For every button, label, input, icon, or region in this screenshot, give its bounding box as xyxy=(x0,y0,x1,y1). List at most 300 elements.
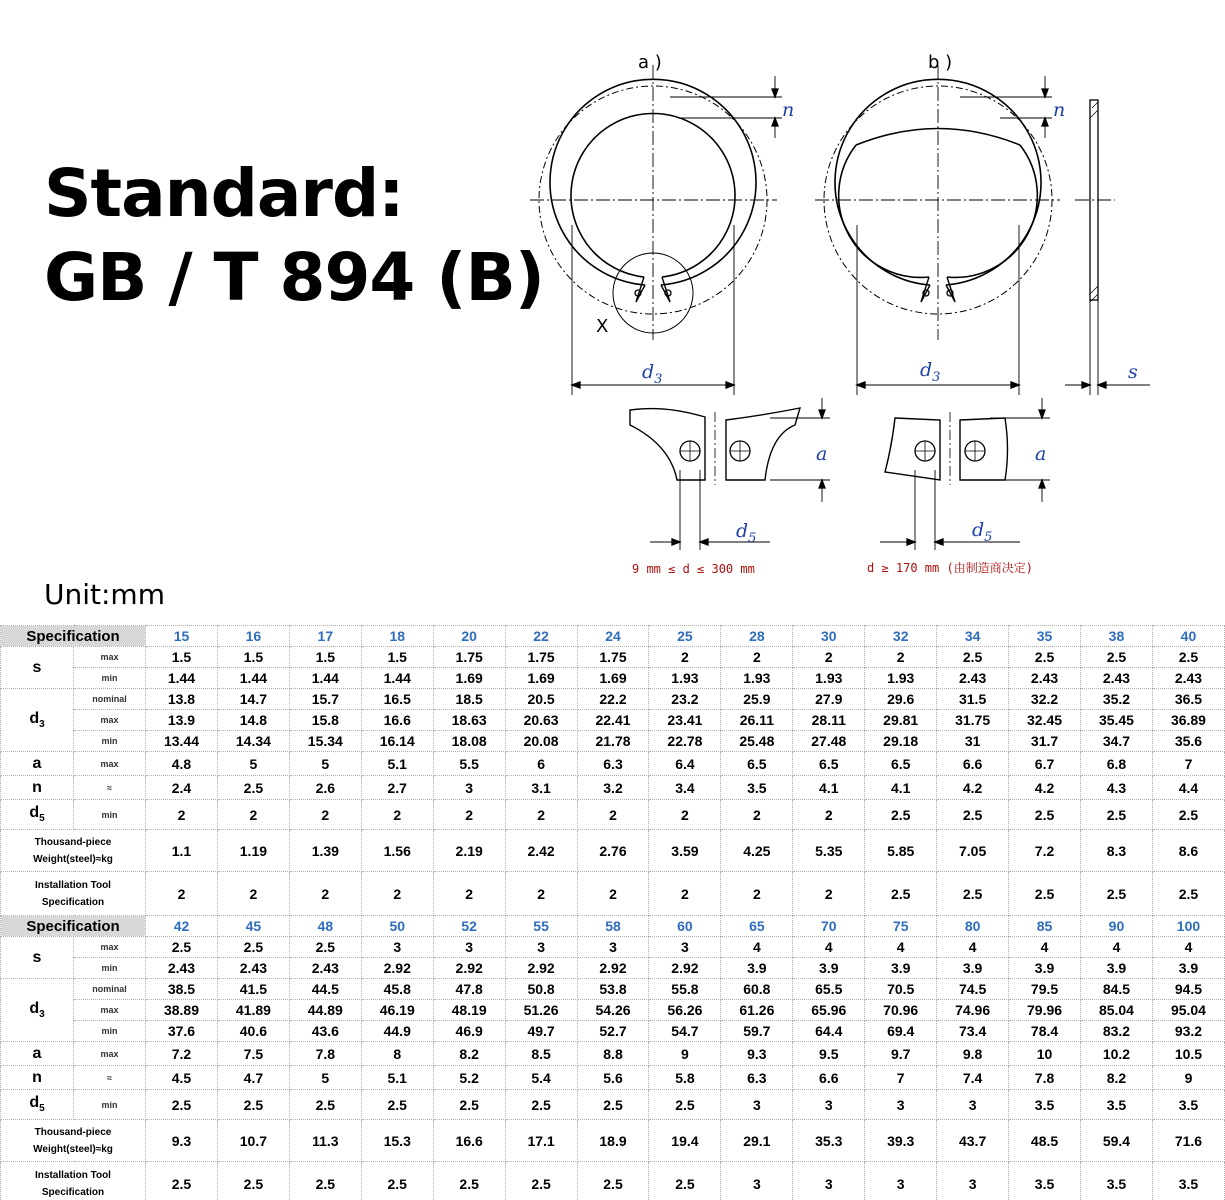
value-cell: 1.75 xyxy=(505,647,577,668)
param-weight-label xyxy=(1,830,146,872)
value-cell: 35.45 xyxy=(1081,710,1153,731)
value-cell: 25.9 xyxy=(721,689,793,710)
value-cell: 38.89 xyxy=(146,1000,218,1021)
value-cell: 2.7 xyxy=(361,776,433,800)
value-cell: 4 xyxy=(1081,937,1153,958)
value-cell: 29.18 xyxy=(865,731,937,752)
value-cell: 45.8 xyxy=(361,979,433,1000)
value-cell: 61.26 xyxy=(721,1000,793,1021)
spec-header-label: Specification xyxy=(1,916,146,937)
value-cell: 8.3 xyxy=(1081,830,1153,872)
value-cell: 2 xyxy=(361,872,433,916)
value-cell: 43.6 xyxy=(289,1021,361,1042)
value-cell: 4.2 xyxy=(937,776,1009,800)
spec-table-1 xyxy=(0,625,1225,916)
value-cell: 1.44 xyxy=(289,668,361,689)
dim-n-a: n xyxy=(782,99,795,121)
value-cell: 2.5 xyxy=(1009,647,1081,668)
value-cell: 9.3 xyxy=(721,1042,793,1066)
param-qualifier: nominal xyxy=(74,979,146,1000)
value-cell: 84.5 xyxy=(1081,979,1153,1000)
value-cell: 1.93 xyxy=(721,668,793,689)
value-cell: 2 xyxy=(721,872,793,916)
value-cell: 1.5 xyxy=(146,647,218,668)
value-cell: 54.26 xyxy=(577,1000,649,1021)
value-cell: 26.11 xyxy=(721,710,793,731)
value-cell: 2.5 xyxy=(865,872,937,916)
value-cell: 2 xyxy=(505,800,577,830)
value-cell: 3 xyxy=(793,1090,865,1120)
size-header-cell: 24 xyxy=(577,626,649,647)
value-cell: 2.5 xyxy=(865,800,937,830)
dim-d3-a: $d_3$ xyxy=(642,361,663,387)
value-cell: 44.5 xyxy=(289,979,361,1000)
value-cell: 1.5 xyxy=(289,647,361,668)
value-cell: 38.5 xyxy=(146,979,218,1000)
table-row xyxy=(1,1162,1225,1200)
value-cell: 71.6 xyxy=(1152,1120,1224,1162)
value-cell: 2.5 xyxy=(433,1090,505,1120)
table-row xyxy=(1,937,1225,958)
value-cell: 2 xyxy=(793,647,865,668)
dim-n-b: n xyxy=(1053,99,1066,121)
value-cell: 6.6 xyxy=(793,1066,865,1090)
size-header-cell: 16 xyxy=(217,626,289,647)
value-cell: 93.2 xyxy=(1152,1021,1224,1042)
value-cell: 7.05 xyxy=(937,830,1009,872)
value-cell: 1.19 xyxy=(217,830,289,872)
value-cell: 2.5 xyxy=(1152,872,1224,916)
value-cell: 20.5 xyxy=(505,689,577,710)
value-cell: 3.5 xyxy=(1009,1090,1081,1120)
value-cell: 2.5 xyxy=(361,1090,433,1120)
value-cell: 1.44 xyxy=(361,668,433,689)
size-header-cell: 48 xyxy=(289,916,361,937)
value-cell: 55.8 xyxy=(649,979,721,1000)
param-label-line: Installation Tool xyxy=(35,879,111,891)
param-symbol: d xyxy=(29,1094,40,1112)
value-cell: 59.4 xyxy=(1081,1120,1153,1162)
size-header-cell: 42 xyxy=(146,916,218,937)
value-cell: 3 xyxy=(937,1090,1009,1120)
title-line-1: Standard: xyxy=(44,155,404,232)
value-cell: 5.1 xyxy=(361,1066,433,1090)
value-cell: 43.7 xyxy=(937,1120,1009,1162)
value-cell: 2 xyxy=(649,872,721,916)
value-cell: 6.4 xyxy=(649,752,721,776)
value-cell: 8.6 xyxy=(1152,830,1224,872)
value-cell: 3 xyxy=(793,1162,865,1200)
value-cell: 2.5 xyxy=(937,872,1009,916)
value-cell: 2.5 xyxy=(146,937,218,958)
value-cell: 2.43 xyxy=(1081,668,1153,689)
value-cell: 2.5 xyxy=(433,1162,505,1200)
value-cell: 46.9 xyxy=(433,1021,505,1042)
value-cell: 2.5 xyxy=(649,1162,721,1200)
value-cell: 7 xyxy=(1152,752,1224,776)
value-cell: 2.5 xyxy=(649,1090,721,1120)
param-qualifier: min xyxy=(74,731,146,752)
value-cell: 53.8 xyxy=(577,979,649,1000)
param-label-line: Weight(steel)≈kg xyxy=(33,1143,113,1155)
value-cell: 22.41 xyxy=(577,710,649,731)
value-cell: 2.19 xyxy=(433,830,505,872)
value-cell: 4.4 xyxy=(1152,776,1224,800)
param-label-line: Specification xyxy=(41,896,105,908)
value-cell: 2.43 xyxy=(289,958,361,979)
param-label-line: Thousand-piece xyxy=(34,1126,112,1138)
size-header-cell: 25 xyxy=(649,626,721,647)
value-cell: 8 xyxy=(361,1042,433,1066)
value-cell: 1.44 xyxy=(217,668,289,689)
param-symbol: n xyxy=(32,1068,42,1086)
table-row xyxy=(1,872,1225,916)
value-cell: 27.9 xyxy=(793,689,865,710)
value-cell: 5 xyxy=(217,752,289,776)
value-cell: 2 xyxy=(649,647,721,668)
technical-drawing xyxy=(520,40,1225,585)
value-cell: 1.93 xyxy=(649,668,721,689)
param-d3-label xyxy=(1,689,74,752)
value-cell: 3.9 xyxy=(1009,958,1081,979)
value-cell: 74.96 xyxy=(937,1000,1009,1021)
value-cell: 69.4 xyxy=(865,1021,937,1042)
value-cell: 78.4 xyxy=(1009,1021,1081,1042)
size-header-cell: 52 xyxy=(433,916,505,937)
value-cell: 27.48 xyxy=(793,731,865,752)
value-cell: 47.8 xyxy=(433,979,505,1000)
value-cell: 22.2 xyxy=(577,689,649,710)
value-cell: 31.5 xyxy=(937,689,1009,710)
value-cell: 1.5 xyxy=(361,647,433,668)
value-cell: 20.63 xyxy=(505,710,577,731)
value-cell: 2.5 xyxy=(217,937,289,958)
value-cell: 35.6 xyxy=(1152,731,1224,752)
value-cell: 2.43 xyxy=(1152,668,1224,689)
value-cell: 7.2 xyxy=(1009,830,1081,872)
table-row xyxy=(1,689,1225,710)
param-label-line: Specification xyxy=(41,1186,105,1198)
value-cell: 20.08 xyxy=(505,731,577,752)
figure-b-label: b ) xyxy=(928,52,953,73)
value-cell: 4.8 xyxy=(146,752,218,776)
value-cell: 29.81 xyxy=(865,710,937,731)
value-cell: 60.8 xyxy=(721,979,793,1000)
value-cell: 3 xyxy=(865,1162,937,1200)
value-cell: 2.5 xyxy=(289,1090,361,1120)
value-cell: 18.9 xyxy=(577,1120,649,1162)
value-cell: 2.5 xyxy=(577,1090,649,1120)
value-cell: 9.5 xyxy=(793,1042,865,1066)
param-label-line: Weight(steel)≈kg xyxy=(33,853,113,865)
value-cell: 5.4 xyxy=(505,1066,577,1090)
value-cell: 16.14 xyxy=(361,731,433,752)
value-cell: 7.8 xyxy=(289,1042,361,1066)
value-cell: 2 xyxy=(649,800,721,830)
value-cell: 2.5 xyxy=(937,800,1009,830)
value-cell: 1.1 xyxy=(146,830,218,872)
circlip-figure-b xyxy=(815,65,1060,395)
value-cell: 4.3 xyxy=(1081,776,1153,800)
value-cell: 19.4 xyxy=(649,1120,721,1162)
param-d5-label xyxy=(1,1090,74,1120)
value-cell: 65.96 xyxy=(793,1000,865,1021)
size-header-cell: 17 xyxy=(289,626,361,647)
param-label-line: Installation Tool xyxy=(35,1169,111,1181)
spec-table-2 xyxy=(0,915,1225,1200)
value-cell: 1.93 xyxy=(793,668,865,689)
value-cell: 3.5 xyxy=(1009,1162,1081,1200)
value-cell: 2.5 xyxy=(289,937,361,958)
value-cell: 3 xyxy=(433,937,505,958)
value-cell: 83.2 xyxy=(1081,1021,1153,1042)
size-header-cell: 45 xyxy=(217,916,289,937)
param-qualifier: min xyxy=(74,1021,146,1042)
value-cell: 3 xyxy=(505,937,577,958)
note-range-a: 9 mm ≤ d ≤ 300 mm xyxy=(632,562,755,576)
value-cell: 2.5 xyxy=(1152,647,1224,668)
value-cell: 9.7 xyxy=(865,1042,937,1066)
value-cell: 3.9 xyxy=(865,958,937,979)
value-cell: 4.25 xyxy=(721,830,793,872)
value-cell: 16.5 xyxy=(361,689,433,710)
param-qualifier: nominal xyxy=(74,689,146,710)
value-cell: 3 xyxy=(433,776,505,800)
value-cell: 1.75 xyxy=(577,647,649,668)
size-header-cell: 32 xyxy=(865,626,937,647)
value-cell: 8.8 xyxy=(577,1042,649,1066)
value-cell: 73.4 xyxy=(937,1021,1009,1042)
value-cell: 2 xyxy=(217,800,289,830)
value-cell: 41.5 xyxy=(217,979,289,1000)
value-cell: 34.7 xyxy=(1081,731,1153,752)
value-cell: 1.75 xyxy=(433,647,505,668)
value-cell: 14.34 xyxy=(217,731,289,752)
value-cell: 3.4 xyxy=(649,776,721,800)
circlip-figure-a xyxy=(530,65,782,395)
value-cell: 31.75 xyxy=(937,710,1009,731)
dim-a-a: a xyxy=(816,443,828,465)
value-cell: 9 xyxy=(1152,1066,1224,1090)
param-subscript: 5 xyxy=(39,813,45,825)
value-cell: 74.5 xyxy=(937,979,1009,1000)
value-cell: 4 xyxy=(865,937,937,958)
size-header-cell: 38 xyxy=(1081,626,1153,647)
value-cell: 1.69 xyxy=(505,668,577,689)
param-qualifier: max xyxy=(74,937,146,958)
value-cell: 2.43 xyxy=(217,958,289,979)
value-cell: 2.92 xyxy=(577,958,649,979)
value-cell: 2.5 xyxy=(1009,800,1081,830)
param-weight-label xyxy=(1,1120,146,1162)
value-cell: 31 xyxy=(937,731,1009,752)
value-cell: 4 xyxy=(937,937,1009,958)
value-cell: 9.3 xyxy=(146,1120,218,1162)
param-qualifier: min xyxy=(74,668,146,689)
size-header-cell: 75 xyxy=(865,916,937,937)
size-header-cell: 65 xyxy=(721,916,793,937)
value-cell: 28.11 xyxy=(793,710,865,731)
value-cell: 6.7 xyxy=(1009,752,1081,776)
value-cell: 2 xyxy=(433,872,505,916)
value-cell: 1.5 xyxy=(217,647,289,668)
value-cell: 22.78 xyxy=(649,731,721,752)
value-cell: 10.7 xyxy=(217,1120,289,1162)
spec-header-label: Specification xyxy=(1,626,146,647)
value-cell: 7.4 xyxy=(937,1066,1009,1090)
value-cell: 7.5 xyxy=(217,1042,289,1066)
param-qualifier: ≈ xyxy=(74,776,146,800)
param-qualifier: max xyxy=(74,1000,146,1021)
value-cell: 2 xyxy=(146,800,218,830)
value-cell: 3.2 xyxy=(577,776,649,800)
value-cell: 6.3 xyxy=(721,1066,793,1090)
unit-label: Unit:mm xyxy=(44,578,165,611)
dim-d5-b: $d_5$ xyxy=(972,519,993,545)
size-header-cell: 20 xyxy=(433,626,505,647)
value-cell: 2 xyxy=(505,872,577,916)
size-header-cell: 40 xyxy=(1152,626,1224,647)
value-cell: 3 xyxy=(361,937,433,958)
value-cell: 9 xyxy=(649,1042,721,1066)
value-cell: 2.92 xyxy=(505,958,577,979)
value-cell: 44.89 xyxy=(289,1000,361,1021)
value-cell: 2 xyxy=(577,872,649,916)
value-cell: 5.2 xyxy=(433,1066,505,1090)
value-cell: 3.59 xyxy=(649,830,721,872)
param-subscript: 5 xyxy=(39,1103,45,1115)
value-cell: 23.41 xyxy=(649,710,721,731)
value-cell: 32.45 xyxy=(1009,710,1081,731)
size-header-cell: 85 xyxy=(1009,916,1081,937)
value-cell: 1.69 xyxy=(577,668,649,689)
size-header-cell: 60 xyxy=(649,916,721,937)
value-cell: 2.43 xyxy=(937,668,1009,689)
param-symbol: s xyxy=(32,948,42,966)
value-cell: 6 xyxy=(505,752,577,776)
value-cell: 2 xyxy=(721,647,793,668)
value-cell: 5.5 xyxy=(433,752,505,776)
value-cell: 18.63 xyxy=(433,710,505,731)
value-cell: 2.5 xyxy=(577,1162,649,1200)
value-cell: 16.6 xyxy=(433,1120,505,1162)
value-cell: 2 xyxy=(146,872,218,916)
value-cell: 3.5 xyxy=(1081,1162,1153,1200)
value-cell: 21.78 xyxy=(577,731,649,752)
value-cell: 44.9 xyxy=(361,1021,433,1042)
value-cell: 2 xyxy=(865,647,937,668)
value-cell: 10.5 xyxy=(1152,1042,1224,1066)
value-cell: 3 xyxy=(649,937,721,958)
value-cell: 14.7 xyxy=(217,689,289,710)
value-cell: 4 xyxy=(793,937,865,958)
table-row xyxy=(1,800,1225,830)
param-symbol: a xyxy=(32,1044,42,1062)
page-title xyxy=(44,152,544,320)
param-a-label xyxy=(1,1042,74,1066)
dim-d3-b: $d_3$ xyxy=(920,359,941,385)
value-cell: 4 xyxy=(721,937,793,958)
param-d5-label xyxy=(1,800,74,830)
value-cell: 17.1 xyxy=(505,1120,577,1162)
size-header-cell: 100 xyxy=(1152,916,1224,937)
value-cell: 85.04 xyxy=(1081,1000,1153,1021)
param-s-label xyxy=(1,647,74,689)
table-row xyxy=(1,1090,1225,1120)
value-cell: 15.8 xyxy=(289,710,361,731)
value-cell: 3.5 xyxy=(1152,1162,1224,1200)
param-qualifier: max xyxy=(74,710,146,731)
value-cell: 48.19 xyxy=(433,1000,505,1021)
value-cell: 10 xyxy=(1009,1042,1081,1066)
value-cell: 8.2 xyxy=(433,1042,505,1066)
value-cell: 2.5 xyxy=(146,1090,218,1120)
value-cell: 2.5 xyxy=(217,1162,289,1200)
value-cell: 11.3 xyxy=(289,1120,361,1162)
value-cell: 4.1 xyxy=(793,776,865,800)
table-row xyxy=(1,710,1225,731)
value-cell: 13.44 xyxy=(146,731,218,752)
value-cell: 70.96 xyxy=(865,1000,937,1021)
param-symbol: d xyxy=(29,999,40,1017)
param-qualifier: max xyxy=(74,647,146,668)
value-cell: 1.93 xyxy=(865,668,937,689)
value-cell: 2.5 xyxy=(505,1162,577,1200)
value-cell: 1.56 xyxy=(361,830,433,872)
param-subscript: 3 xyxy=(39,719,45,731)
value-cell: 46.19 xyxy=(361,1000,433,1021)
value-cell: 9.8 xyxy=(937,1042,1009,1066)
value-cell: 3.9 xyxy=(937,958,1009,979)
param-a-label xyxy=(1,752,74,776)
param-symbol: d xyxy=(29,709,40,727)
value-cell: 3.5 xyxy=(1081,1090,1153,1120)
value-cell: 50.8 xyxy=(505,979,577,1000)
value-cell: 2.92 xyxy=(649,958,721,979)
value-cell: 15.34 xyxy=(289,731,361,752)
value-cell: 2.5 xyxy=(289,1162,361,1200)
value-cell: 2.6 xyxy=(289,776,361,800)
value-cell: 48.5 xyxy=(1009,1120,1081,1162)
value-cell: 2.5 xyxy=(1081,872,1153,916)
dim-s: s xyxy=(1128,361,1138,383)
value-cell: 2 xyxy=(289,800,361,830)
value-cell: 2.92 xyxy=(361,958,433,979)
table-row xyxy=(1,1120,1225,1162)
param-symbol: a xyxy=(32,754,42,772)
value-cell: 59.7 xyxy=(721,1021,793,1042)
size-header-cell: 22 xyxy=(505,626,577,647)
value-cell: 2.76 xyxy=(577,830,649,872)
value-cell: 15.7 xyxy=(289,689,361,710)
param-tool-label xyxy=(1,872,146,916)
value-cell: 2 xyxy=(217,872,289,916)
param-qualifier: max xyxy=(74,1042,146,1066)
value-cell: 70.5 xyxy=(865,979,937,1000)
size-header-cell: 30 xyxy=(793,626,865,647)
value-cell: 6.8 xyxy=(1081,752,1153,776)
param-n-label xyxy=(1,776,74,800)
value-cell: 5.6 xyxy=(577,1066,649,1090)
value-cell: 3.5 xyxy=(721,776,793,800)
param-symbol: d xyxy=(29,804,40,822)
value-cell: 2.5 xyxy=(1152,800,1224,830)
value-cell: 6.5 xyxy=(721,752,793,776)
param-symbol: s xyxy=(32,658,42,676)
value-cell: 2.5 xyxy=(505,1090,577,1120)
table-row xyxy=(1,647,1225,668)
detail-lug-b xyxy=(880,398,1050,550)
